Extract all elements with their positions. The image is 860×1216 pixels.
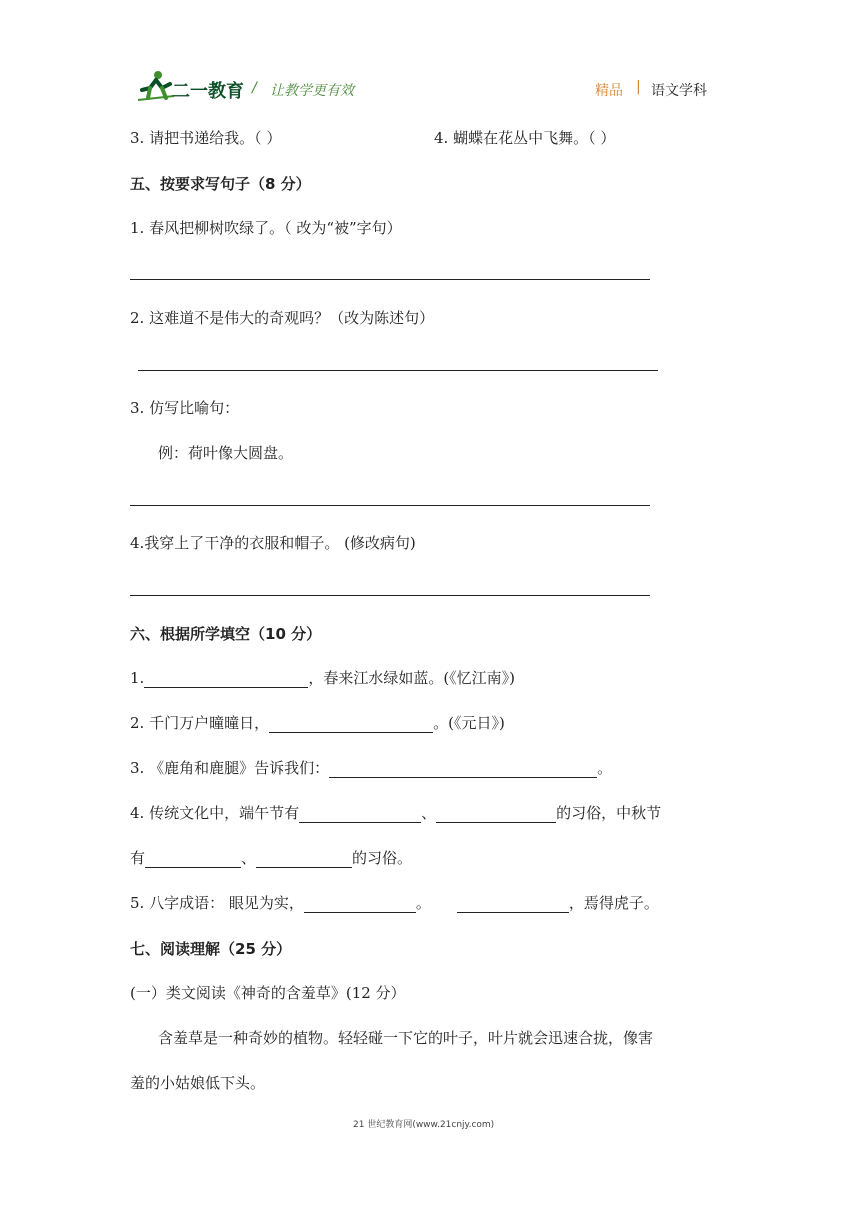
header-tag-premium: 精品	[595, 83, 623, 99]
sec6-question-5	[130, 893, 659, 913]
sec5-question-2: 2. 这难道不是伟大的奇观吗？（改为陈述句）	[130, 309, 435, 327]
q1-prefix: 1.	[130, 669, 145, 687]
q5-suffix: ，焉得虎子。	[568, 894, 659, 912]
fill-blank[interactable]	[329, 760, 597, 778]
sec6-question-4-line2	[130, 848, 412, 868]
q4-line2-sep: 、	[241, 849, 257, 867]
sec6-question-3	[130, 758, 612, 778]
sec7-subtitle-1: (一）类文阅读《神奇的含羞草》(12 分）	[130, 984, 406, 1002]
q1-suffix: ，春来江水绿如蓝。(《忆江南》)	[308, 669, 516, 687]
sec4-question-4: 4. 蝴蝶在花丛中飞舞。（ ）	[434, 129, 616, 147]
sec6-question-1	[130, 668, 515, 688]
fill-blank[interactable]	[304, 895, 416, 913]
sec5-question-1: 1. 春风把柳树吹绿了。（ 改为“被”字句）	[130, 219, 402, 237]
fill-blank[interactable]	[145, 850, 241, 868]
q3-prefix: 3. 《鹿角和鹿腿》告诉我们：	[130, 759, 330, 777]
fill-blank[interactable]	[299, 805, 421, 823]
fill-blank[interactable]	[269, 715, 433, 733]
fill-blank[interactable]	[144, 670, 308, 688]
section-7-title: 七、阅读理解（25 分）	[130, 940, 292, 958]
fill-blank[interactable]	[457, 895, 569, 913]
sec4-question-3: 3. 请把书递给我。（ ）	[130, 129, 282, 147]
page-footer: 21 世纪教育网(www.21cnjy.com)	[353, 1120, 495, 1130]
brand-slogan: 让教学更有效	[270, 83, 354, 99]
q2-prefix: 2. 千门万户曈曈日，	[130, 714, 270, 732]
q4-line2-suffix: 的习俗。	[352, 849, 413, 867]
header-divider: |	[636, 79, 641, 95]
brand-name: 二一教育	[172, 81, 244, 102]
q2-suffix: 。(《元日》)	[433, 714, 505, 732]
q5-prefix: 5. 八字成语： 眼见为实，	[130, 894, 304, 912]
q4-prefix: 4. 传统文化中，端午节有	[130, 804, 300, 822]
answer-line[interactable]	[130, 279, 650, 280]
sec5-question-3: 3. 仿写比喻句：	[130, 399, 240, 417]
answer-line[interactable]	[130, 595, 650, 596]
q5-mid: 。	[415, 894, 431, 912]
fill-blank[interactable]	[256, 850, 352, 868]
sec5-question-3-example: 例：荷叶像大圆盘。	[158, 444, 294, 462]
runner-logo-icon	[136, 70, 176, 102]
reading-paragraph-line-2: 羞的小姑娘低下头。	[130, 1074, 266, 1092]
q4-mid: 的习俗，中秋节	[556, 804, 662, 822]
answer-line[interactable]	[138, 370, 658, 371]
section-6-title: 六、根据所学填空（10 分）	[130, 625, 322, 643]
q3-suffix: 。	[597, 759, 613, 777]
fill-blank[interactable]	[436, 805, 556, 823]
header-separator: /	[252, 80, 257, 96]
sec5-question-4: 4.我穿上了干净的衣服和帽子。 (修改病句)	[130, 534, 416, 552]
reading-paragraph-line-1: 含羞草是一种奇妙的植物。轻轻碰一下它的叶子，叶片就会迅速合拢，像害	[158, 1029, 654, 1047]
header-subject: 语文学科	[651, 83, 707, 99]
q4-line2-prefix: 有	[130, 849, 146, 867]
sec6-question-4	[130, 803, 661, 823]
q4-sep: 、	[421, 804, 437, 822]
sec6-question-2	[130, 713, 505, 733]
answer-line[interactable]	[130, 505, 650, 506]
section-5-title: 五、按要求写句子（8 分）	[130, 175, 311, 193]
